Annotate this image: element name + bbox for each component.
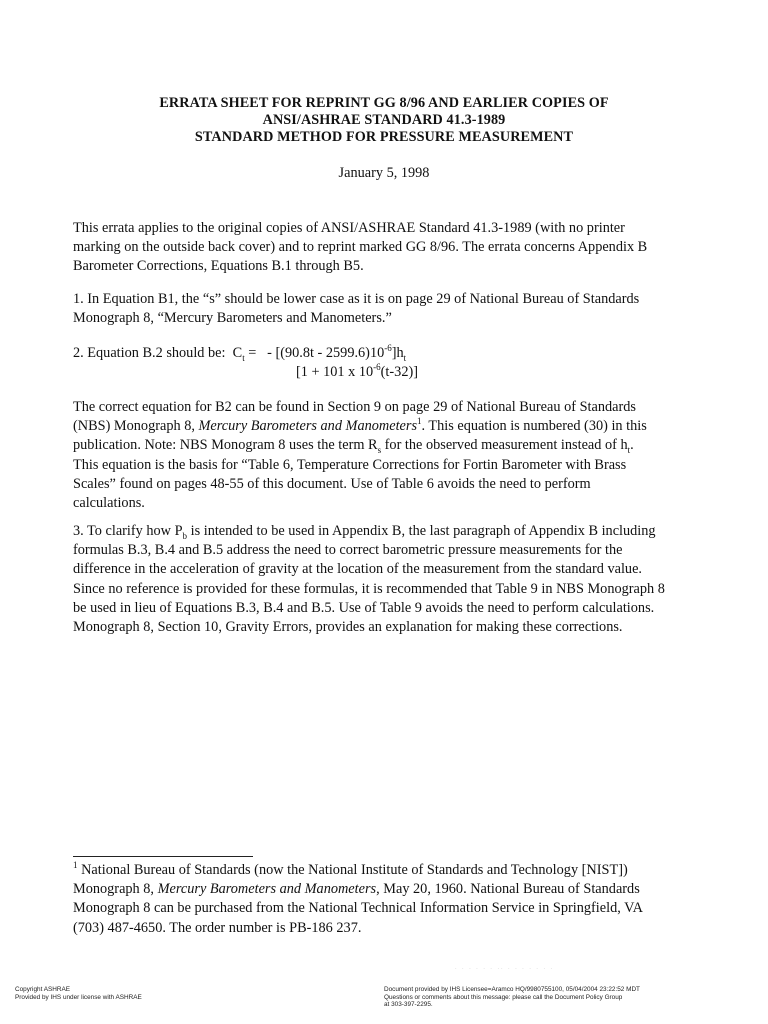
- footnote-divider: [73, 856, 253, 857]
- title-line-2: ANSI/ASHRAE STANDARD 41.3-1989: [262, 112, 506, 128]
- text-line: calculations.: [73, 495, 145, 512]
- text-line: Monograph 8, Section 10, Gravity Errors, provides an explanation for making these corrections.: [73, 619, 623, 636]
- equation-numerator: - $[(90.8t - 2599.6)10^{-6}]h_t$: [267, 343, 407, 363]
- item-1-paragraph: [73, 290, 693, 328]
- footer-right: [384, 986, 640, 1009]
- title-line-3: STANDARD METHOD FOR PRESSURE MEASUREMENT: [194, 129, 574, 145]
- text-line: formulas B.3, B.4 and B.5 address the need to correct barometric pressure measurements for the: [73, 542, 623, 559]
- b2-explanation-paragraph: [73, 398, 693, 513]
- equation-lhs: $C_t$: [232, 345, 245, 363]
- item-3-paragraph: [73, 522, 693, 637]
- equation-denominator: [1 + 101 x $10^{-6}(t-32)$]: [296, 362, 418, 381]
- text-line: marking on the outside back cover) and to reprint marked GG 8/96. The errata concerns Appendix B: [73, 239, 648, 256]
- text-line: The correct equation for B2 can be found in Section 9 on page 29 of National Bureau of Standards: [73, 399, 636, 415]
- text-line: This equation is the basis for “Table 6, Temperature Corrections for Fortin Barometer with Brass: [73, 456, 627, 473]
- text-line: $^1$ National Bureau of Standards (now the National Institute of Standards and Technology [NIST]): [73, 860, 628, 878]
- footnote: [73, 861, 713, 938]
- footnote-ref: 1: [417, 416, 422, 427]
- text-line: (703) 487-4650. The order number is PB-186 237.: [73, 919, 362, 936]
- text-line: Monograph 8, “Mercury Barometers and Manometers.”: [73, 310, 392, 327]
- text-line: Scales” found on pages 48-55 of this document. Use of Table 6 avoids the need to perform: [73, 475, 591, 492]
- document-provider-text: Document provided by IHS Licensee=Aramco HQ/9980755100, 05/04/2004 23:22:52 MDT: [384, 986, 640, 993]
- text-line: publication. Note: NBS Monogram 8 uses the term $R_s$ for the observed measurement instead of $h_t$.: [73, 437, 634, 456]
- footer-left: [15, 986, 142, 1001]
- phone-text: at 303-397-2295.: [384, 1001, 433, 1009]
- intro-paragraph: [73, 219, 693, 277]
- equation-line-1: [73, 344, 693, 363]
- text-line: Since no reference is provided for these formulas, it is recommended that Table 9 in NBS Monograph 8: [73, 580, 665, 597]
- equation-equals: =: [248, 345, 257, 361]
- text-line: difference in the acceleration of gravity at the location of the measurement from the standard value.: [73, 561, 642, 578]
- text-line: be used in lieu of Equations B.3, B.4 and B.5. Use of Table 9 avoids the need to perform calculations.: [73, 599, 655, 616]
- copyright-text: Copyright ASHRAE: [15, 986, 71, 993]
- text-line: Monograph 8 can be purchased from the National Technical Information Service in Springfield, VA: [73, 900, 643, 917]
- text-line: This errata applies to the original copies of ANSI/ASHRAE Standard 41.3-1989 (with no printer: [73, 220, 625, 236]
- faint-marks: · · · · · · ·· · · · · · · ·: [455, 966, 555, 972]
- license-text: Provided by IHS under license with ASHRAE: [15, 993, 142, 1001]
- title-line-1: ERRATA SHEET FOR REPRINT GG 8/96 AND EARLIER COPIES OF: [159, 95, 609, 111]
- item-2-label: 2. Equation B.2 should be:: [73, 345, 226, 361]
- questions-text: Questions or comments about this message: please call the Document Policy Group: [384, 993, 623, 1001]
- text-line: 3. To clarify how $P_b$ is intended to be used in Appendix B, the last paragraph of Appendix B including: [73, 523, 656, 541]
- text-line: Monograph 8, Mercury Barometers and Manometers, May 20, 1960. National Bureau of Standards: [73, 881, 640, 898]
- document-date: January 5, 1998: [338, 165, 430, 181]
- item-2-equation: [73, 344, 693, 382]
- footnote-marker: 1: [73, 860, 78, 871]
- text-line: 1. In Equation B1, the “s” should be lower case as it is on page 29 of National Bureau of Standards: [73, 291, 640, 307]
- text-line: Barometer Corrections, Equations B.1 through B5.: [73, 258, 364, 275]
- text-line: (NBS) Monograph 8, Mercury Barometers and Manometers$^1$. This equation is numbered (30) in this: [73, 416, 647, 435]
